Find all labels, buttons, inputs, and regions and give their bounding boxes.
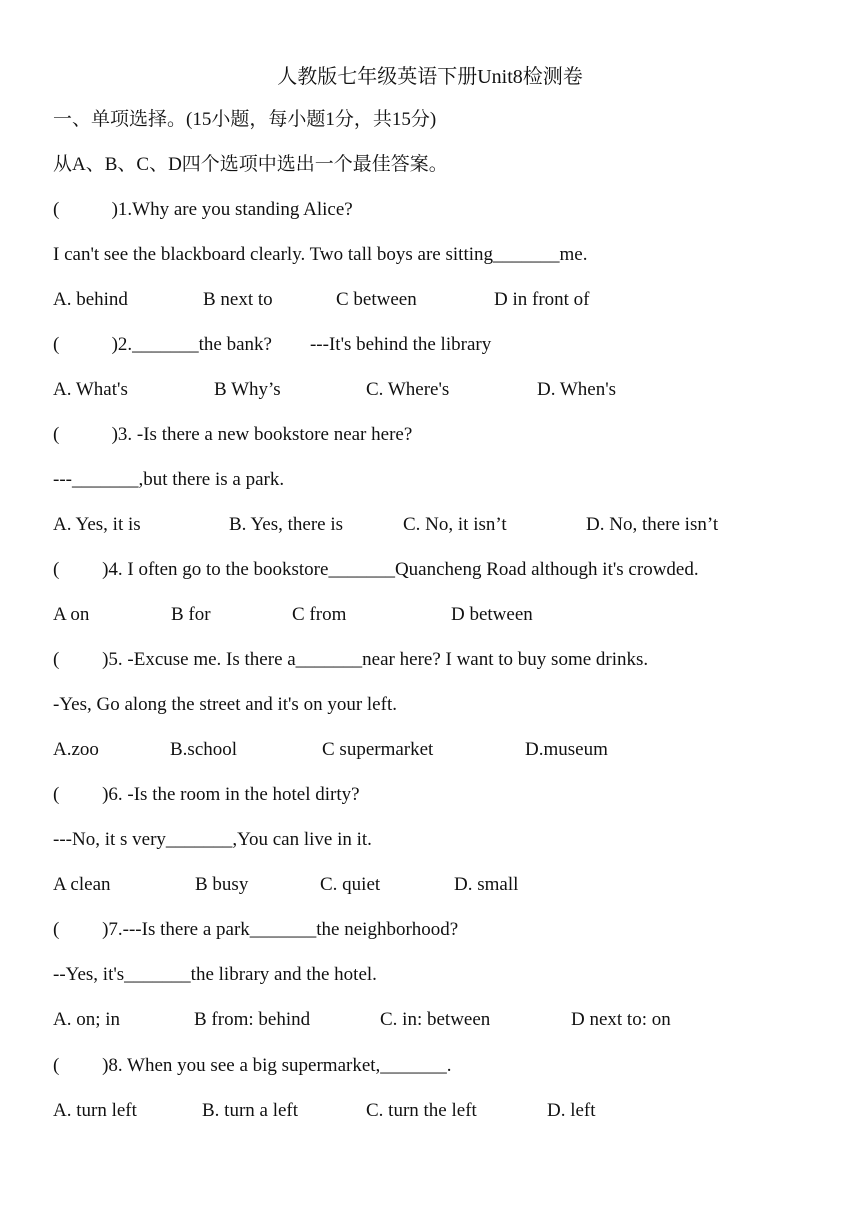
question-3-option-b: B. Yes, there is — [229, 514, 344, 535]
question-3-option-c: C. No, it isn’t — [403, 514, 507, 535]
question-4-stem: ( )4. I often go to the bookstore_______Quancheng Road although it's crowded. — [53, 559, 699, 580]
instruction: 从A、B、C、D四个选项中选出一个最佳答案。 — [53, 154, 448, 175]
question-4-option-c: C from — [292, 604, 347, 625]
question-6-stem: ( )6. -Is the room in the hotel dirty? — [53, 784, 360, 805]
question-5-option-b: B.school — [170, 739, 238, 760]
question-4-option-d: D between — [451, 604, 533, 625]
question-7-option-d: D next to: on — [571, 1009, 671, 1030]
question-3-stem: ( )3. -Is there a new bookstore near here? — [53, 424, 413, 445]
question-6-option-b: B busy — [195, 874, 249, 895]
section-heading: 一、单项选择。(15小题，每小题1分，共15分) — [53, 109, 437, 130]
question-1-stem: ( )1.Why are you standing Alice? — [53, 199, 353, 220]
question-2-option-a: A. What's — [53, 379, 128, 400]
question-1-option-b: B next to — [203, 289, 273, 310]
question-7-sub: --Yes, it's_______the library and the hotel. — [53, 964, 377, 985]
question-3-option-d: D. No, there isn’t — [586, 514, 719, 535]
question-3-sub: ---_______,but there is a park. — [53, 469, 285, 490]
question-6-option-c: C. quiet — [320, 874, 381, 895]
question-5-stem: ( )5. -Excuse me. Is there a_______near here? I want to buy some drinks. — [53, 649, 649, 670]
question-1-option-c: C between — [336, 289, 417, 310]
question-6-sub: ---No, it s very_______,You can live in it. — [53, 829, 372, 850]
question-8-option-d: D. left — [547, 1100, 596, 1121]
question-2-option-c: C. Where's — [366, 379, 450, 400]
question-2-stem: ( )2._______the bank? ---It's behind the library — [53, 334, 492, 355]
question-8-option-a: A. turn left — [53, 1100, 137, 1121]
question-2-option-b: B Why’s — [214, 379, 281, 400]
question-8-option-c: C. turn the left — [366, 1100, 477, 1121]
question-1-option-d: D in front of — [494, 289, 590, 310]
question-7-option-a: A. on; in — [53, 1009, 121, 1030]
question-1-sub: I can't see the blackboard clearly. Two tall boys are sitting_______me. — [53, 244, 588, 265]
question-5-option-c: C supermarket — [322, 739, 434, 760]
question-7-option-c: C. in: between — [380, 1009, 491, 1030]
question-8-stem: ( )8. When you see a big supermarket,_______. — [53, 1055, 452, 1076]
question-4-option-b: B for — [171, 604, 211, 625]
question-3-option-a: A. Yes, it is — [53, 514, 141, 535]
question-6-option-a: A clean — [53, 874, 111, 895]
question-2-option-d: D. When's — [537, 379, 617, 400]
page-title: 人教版七年级英语下册Unit8检测卷 — [277, 66, 583, 88]
question-5-option-d: D.museum — [525, 739, 608, 760]
question-7-option-b: B from: behind — [194, 1009, 311, 1030]
question-6-option-d: D. small — [454, 874, 519, 895]
question-7-stem: ( )7.---Is there a park_______the neighborhood? — [53, 919, 459, 940]
question-5-option-a: A.zoo — [53, 739, 99, 760]
question-8-option-b: B. turn a left — [202, 1100, 299, 1121]
question-5-sub: -Yes, Go along the street and it's on your left. — [53, 694, 397, 715]
question-4-option-a: A on — [53, 604, 90, 625]
question-1-option-a: A. behind — [53, 289, 128, 310]
